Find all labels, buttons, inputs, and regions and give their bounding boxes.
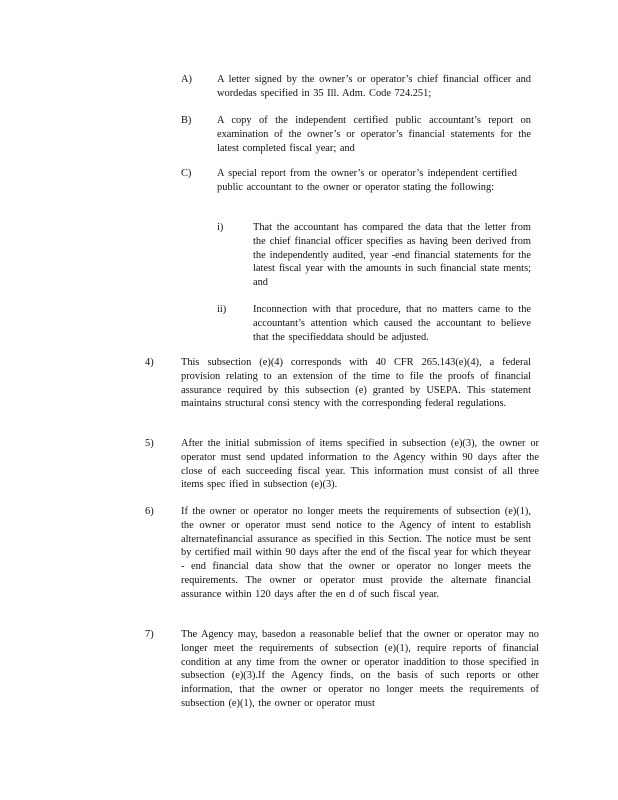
item-text: After the initial submission of items specified in subsection (e)(3), the owner or operator must send updated information to the Agency within 90 days after the close of each succeeding fiscal year. This information must consist of all three items spec ified in subsection (e)(3).	[181, 438, 539, 491]
item-marker: 7)	[145, 629, 154, 640]
item-text: A special report from the owner’s or operator’s independent certified public accountant to the owner or operator stating the following:	[217, 168, 517, 193]
item-marker: 5)	[145, 438, 154, 449]
item-marker: 6)	[145, 506, 154, 517]
item-marker: B)	[181, 115, 192, 126]
item-marker: ii)	[217, 304, 227, 315]
item-text: The Agency may, basedon a reasonable belief that the owner or operator may no longer meet the requirements of subsection (e)(1), require reports of financial condition at any time from the owner or operator inaddition to those specified in subsection (e)(3).If the Agency finds, on the basis of such reports or other information, that the owner or operator no longer meets the requirements of subsection (e)(1), the owner or operator must	[181, 629, 539, 709]
item-text: That the accountant has compared the data that the letter from the chief financial officer specifies as having been derived from the independently audited, year -end financial statements for the latest fiscal year with the amounts in such financial state ments; and	[253, 222, 531, 289]
item-text: A copy of the independent certified public accountant’s report on examination of the owner’s or operator’s financial statements for the latest completed fiscal year; and	[217, 115, 531, 154]
item-text: If the owner or operator no longer meets the requirements of subsection (e)(1), the owner or operator must send notice to the Agency of intent to establish alternatefinancial assurance as specified in this Section. The notice must be sent by certified mail within 90 days after the end of the fiscal year for which theyear - end financial data show that the owner or operator no longer meets the requirements. The owner or operator must provide the alternate financial assurance within 120 days after the en d of such fiscal year.	[181, 506, 531, 600]
item-marker: 4)	[145, 357, 154, 368]
item-text: A letter signed by the owner’s or operator’s chief financial officer and wordedas specified in 35 Ill. Adm. Code 724.251;	[217, 74, 531, 99]
item-marker: A)	[181, 74, 192, 85]
item-text: Inconnection with that procedure, that no matters came to the accountant’s attention which caused the accountant to believe that the specifieddata should be adjusted.	[253, 304, 531, 343]
item-text: This subsection (e)(4) corresponds with 40 CFR 265.143(e)(4), a federal provision relating to an extension of the time to file the proofs of financial assurance required by this subsection (e) granted by USEPA. This statement maintains structural consi stency with the corresponding federal regulations.	[181, 357, 531, 410]
item-marker: C)	[181, 168, 192, 179]
item-marker: i)	[217, 222, 224, 233]
